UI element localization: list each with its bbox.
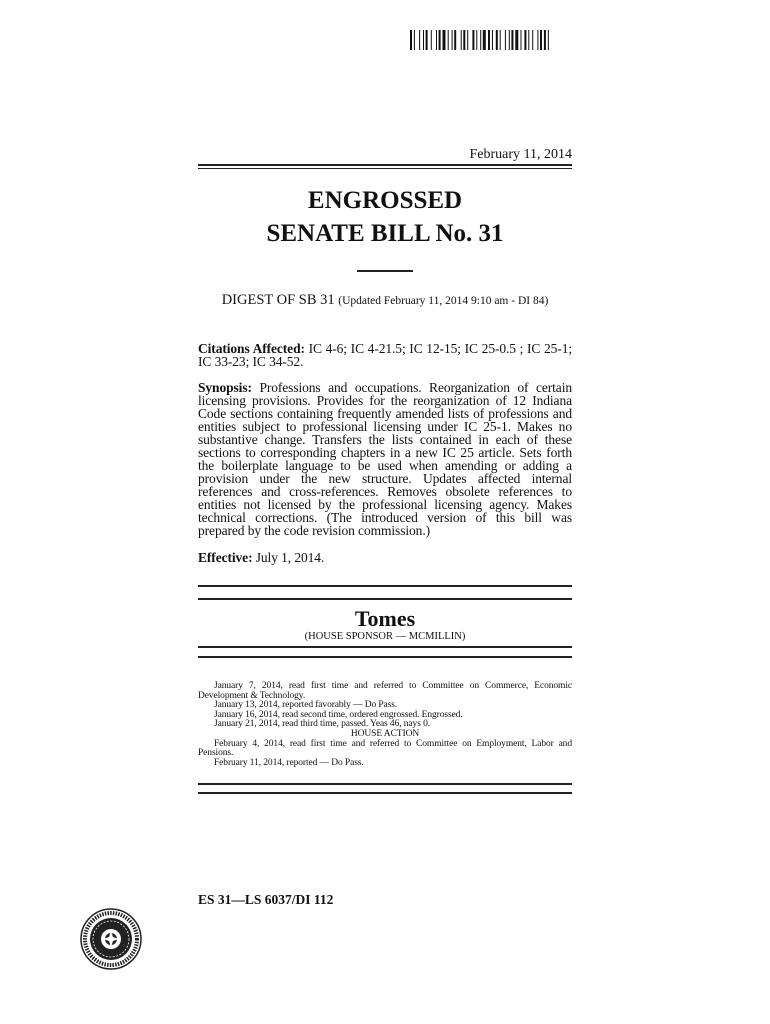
history-entry: January 21, 2014, read third time, passed. Yeas 46, nays 0. — [214, 719, 430, 730]
author-rule-top — [198, 585, 572, 587]
house-sponsor: (HOUSE SPONSOR — MCMILLIN) — [304, 631, 466, 642]
effective-date — [198, 551, 572, 564]
header-rule — [198, 164, 572, 166]
synopsis — [198, 381, 572, 537]
citations-affected — [198, 342, 572, 368]
author-rule-top-2 — [198, 598, 572, 600]
state-seal-icon — [80, 908, 142, 970]
history-entry: January 7, 2014, read first time and referred to Committee on Commerce, Economic Development & Technology. — [198, 681, 572, 701]
digest-label: DIGEST OF SB 31 — [221, 292, 335, 308]
synopsis-label: Synopsis: — [198, 380, 252, 395]
synopsis-text: Professions and occupations. Reorganization of certain licensing provisions. Provides for the reorganization of 12 Indiana Code sections containing frequently amended lists of professions and entities subject to professional licensing under IC 25-1. Makes no substantive change. Transfers the lists contained in each of these sections to corresponding chapters in a new IC 25 article. Sets forth the boilerplate language to be used when amending or adding a provision under the new structure. Updates affected internal references and cross-references. Removes obsolete references to entities not licensed by the professional licensing agency. Makes technical corrections. (The introduced version of this bill was prepared by the code revision commission.) — [198, 380, 572, 538]
bill-code: ES 31—LS 6037/DI 112 — [198, 892, 334, 907]
legislative-history — [198, 682, 572, 768]
digest-updated: (Updated February 11, 2014 9:10 am - DI 84) — [338, 295, 549, 307]
history-entry: January 13, 2014, reported favorably — Do Pass. — [214, 700, 398, 711]
history-entry: January 16, 2014, read second time, ordered engrossed. Engrossed. — [214, 709, 463, 720]
document-date: February 11, 2014 — [469, 147, 572, 162]
author-rule-bottom — [198, 646, 572, 648]
effective-text: July 1, 2014. — [255, 550, 325, 565]
history-entry: February 4, 2014, read first time and referred to Committee on Employment, Labor and Pensions. — [198, 738, 572, 759]
bill-title-line2: SENATE BILL No. 31 — [266, 220, 504, 247]
digest-heading — [198, 292, 572, 309]
header-rule-thin — [198, 168, 572, 169]
effective-label: Effective: — [198, 550, 253, 565]
author-rule-bottom-2 — [198, 656, 572, 658]
history-rule-2 — [198, 792, 572, 794]
citations-label: Citations Affected: — [198, 341, 305, 356]
bill-title-line1: ENGROSSED — [307, 187, 463, 214]
citations-text: IC 4-6; IC 4-21.5; IC 12-15; IC 25-0.5 ; IC 25-1; IC 33-23; IC 34-52. — [198, 341, 573, 369]
senate-author: Tomes — [354, 606, 416, 631]
history-rule — [198, 783, 572, 785]
history-entry: February 11, 2014, reported — Do Pass. — [214, 757, 364, 768]
barcode — [410, 30, 588, 50]
house-action-heading: HOUSE ACTION — [350, 728, 420, 739]
title-underline — [357, 270, 413, 272]
